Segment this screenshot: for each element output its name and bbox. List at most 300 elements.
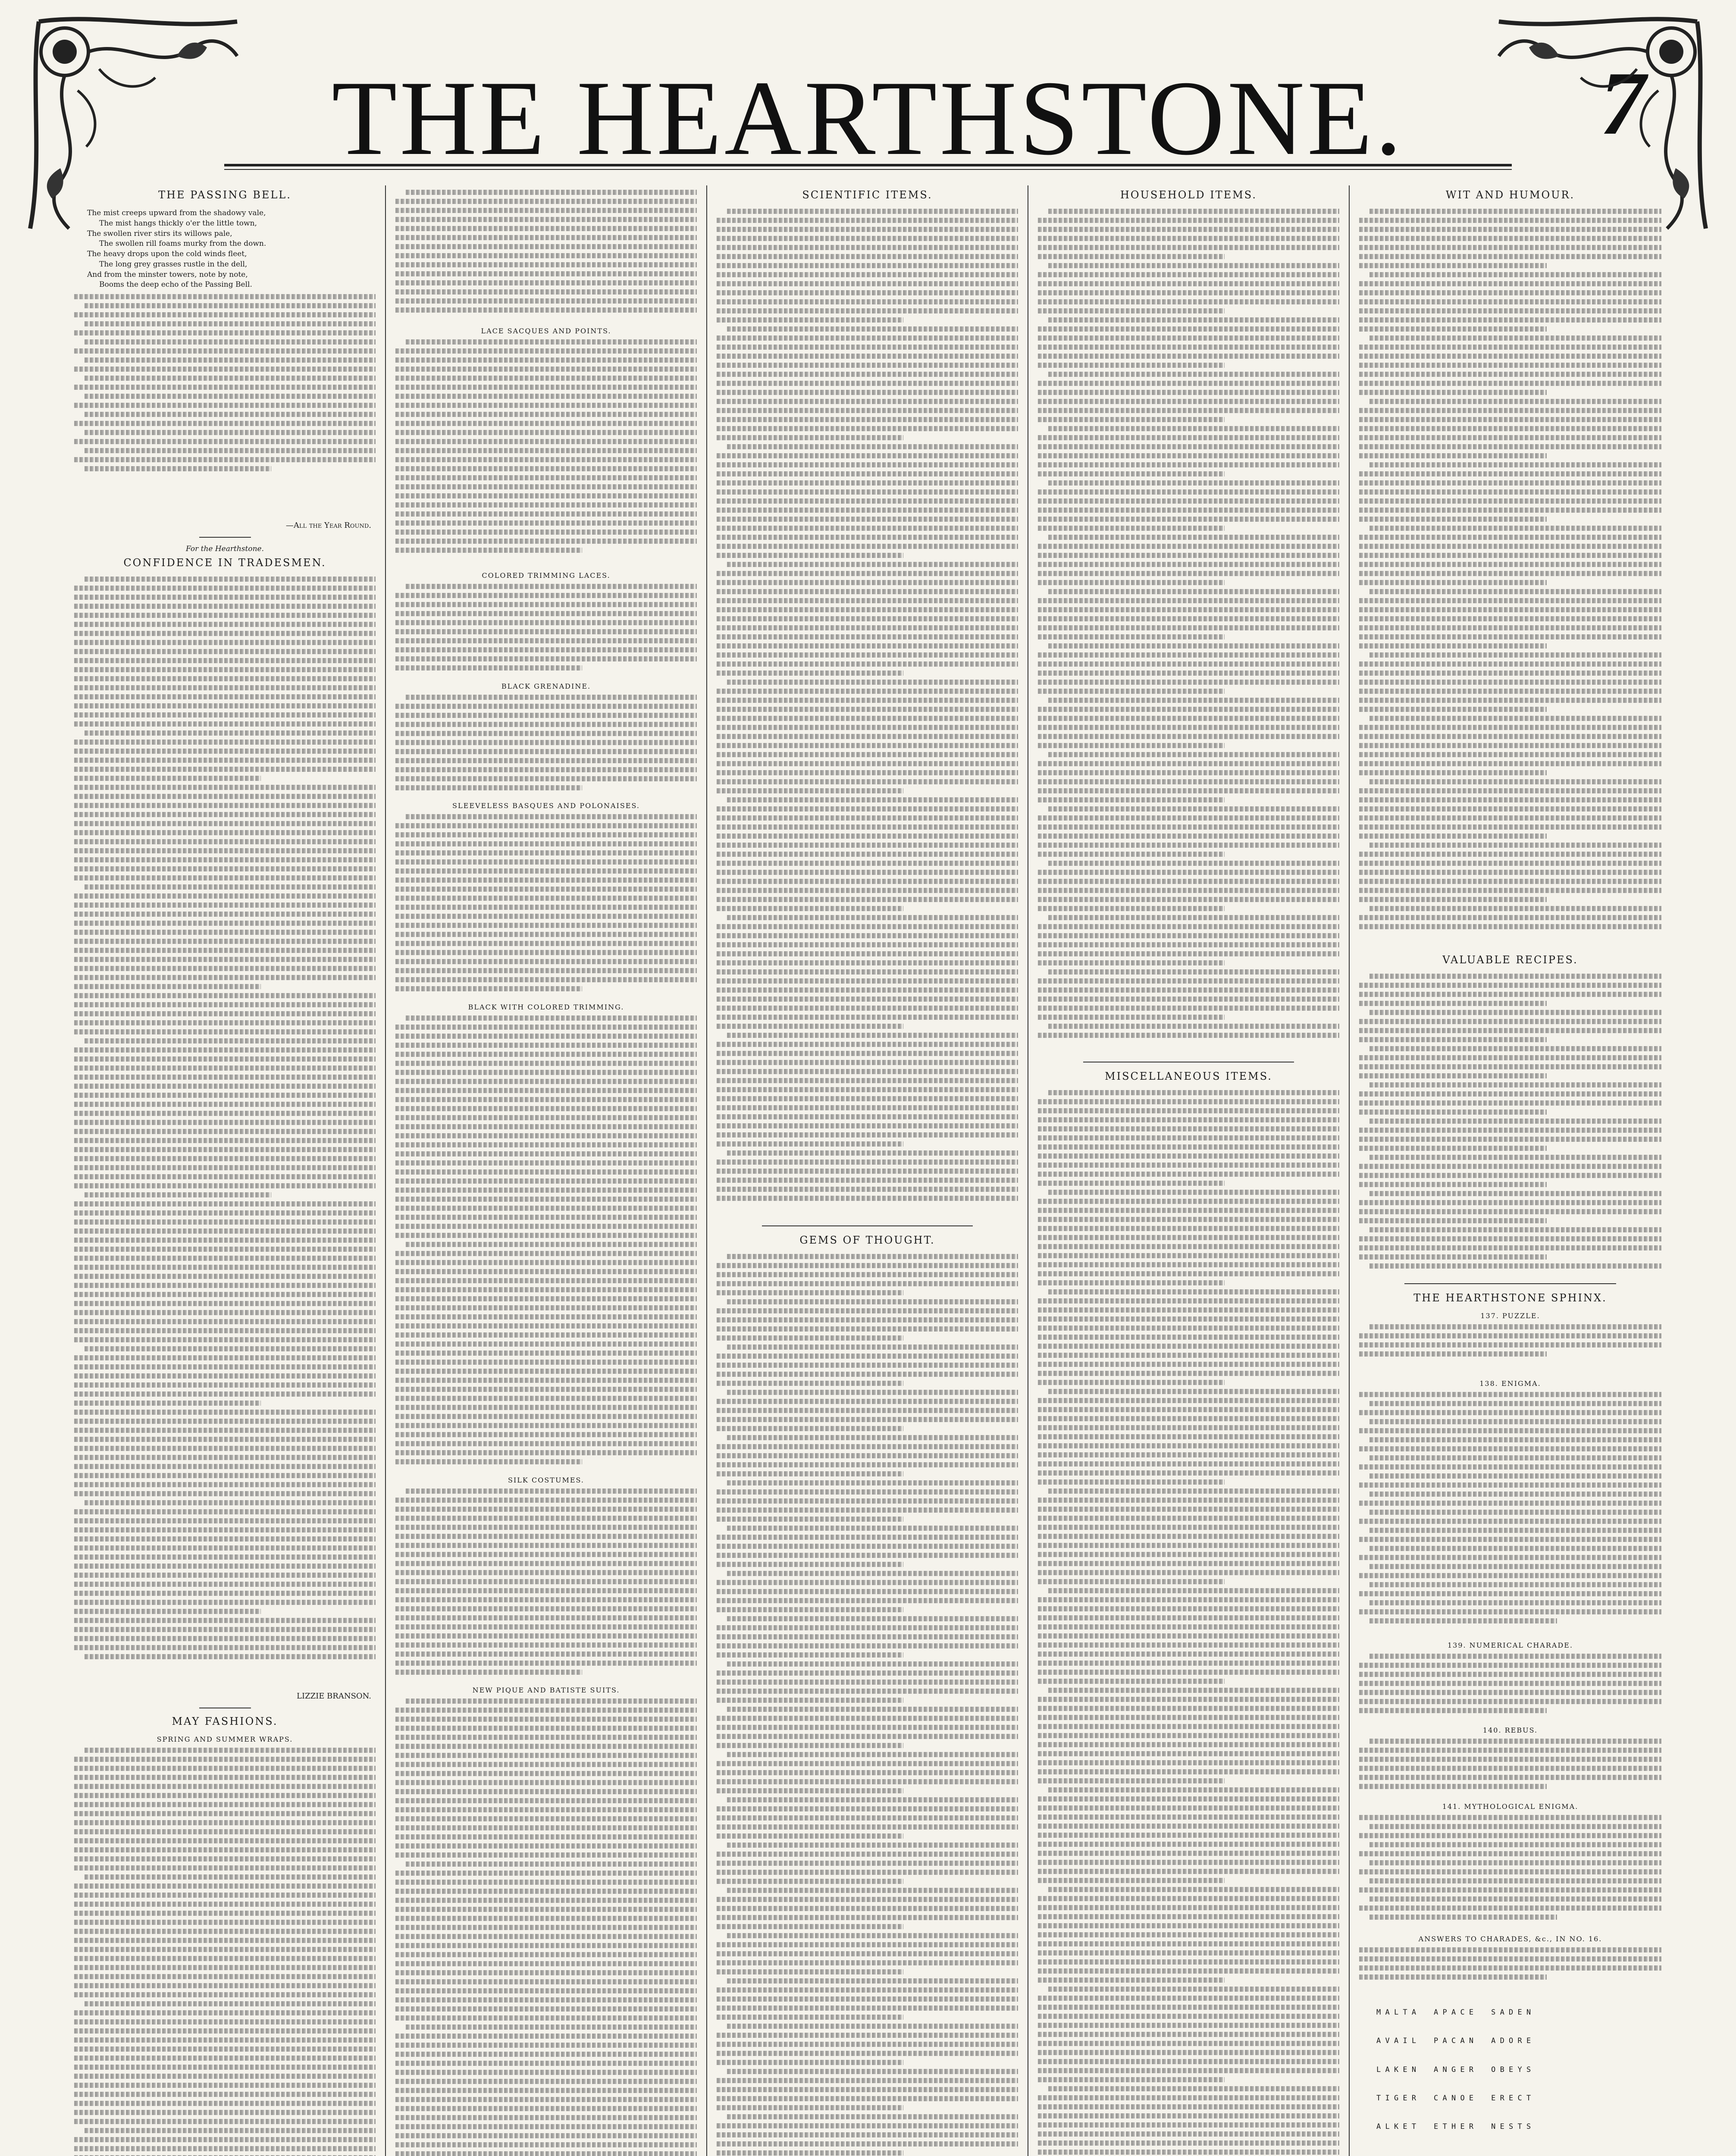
headline-miscellaneous-items: MISCELLANEOUS ITEMS. bbox=[1105, 1070, 1272, 1082]
text-line bbox=[717, 1589, 1018, 1594]
text-line bbox=[74, 1536, 376, 1542]
text-line bbox=[74, 1929, 376, 1934]
text-line bbox=[1359, 1905, 1661, 1911]
text-line bbox=[395, 1534, 697, 1539]
text-line bbox=[74, 294, 376, 299]
text-line bbox=[1038, 1624, 1339, 1630]
text-line bbox=[1048, 1289, 1339, 1294]
text-line bbox=[395, 2133, 697, 2138]
text-line bbox=[1048, 915, 1339, 920]
text-line bbox=[717, 1042, 1018, 1047]
grid-row: A V A I L P A C A N A D O R E bbox=[1376, 2037, 1531, 2046]
text-line bbox=[395, 2052, 697, 2057]
text-line bbox=[74, 2028, 376, 2034]
text-line bbox=[1048, 698, 1339, 703]
text-line bbox=[1038, 1099, 1339, 1104]
subhead-black-grenadine: BLACK GRENADINE. bbox=[501, 682, 591, 690]
text-line bbox=[727, 1435, 1018, 1440]
text-line bbox=[727, 1978, 1018, 1984]
text-line bbox=[717, 1852, 1018, 1857]
text-line bbox=[74, 1920, 376, 1925]
text-line bbox=[1038, 1479, 1225, 1485]
text-line bbox=[395, 2070, 697, 2075]
text-line bbox=[74, 1410, 376, 1415]
text-line bbox=[1369, 974, 1661, 979]
text-line bbox=[717, 1652, 903, 1658]
text-line bbox=[717, 906, 903, 911]
text-line bbox=[1038, 1108, 1339, 1113]
text-line bbox=[717, 1489, 1018, 1495]
text-line bbox=[1359, 1055, 1661, 1060]
text-line bbox=[1038, 661, 1339, 667]
text-line bbox=[74, 1256, 376, 1261]
text-line bbox=[717, 1625, 1018, 1630]
text-line bbox=[74, 1129, 376, 1134]
text-line bbox=[1359, 707, 1547, 712]
text-line bbox=[717, 1096, 1018, 1101]
text-line bbox=[1369, 1119, 1661, 1124]
text-line bbox=[1038, 1905, 1339, 1910]
text-line bbox=[395, 1588, 697, 1593]
text-line bbox=[717, 1471, 903, 1476]
text-line bbox=[1359, 1333, 1661, 1338]
grid-row: T I G E R C A N O E E R E C T bbox=[1376, 2094, 1531, 2103]
section-text bbox=[1038, 209, 1339, 1054]
text-line bbox=[1359, 281, 1661, 286]
text-line bbox=[717, 1078, 1018, 1083]
text-line bbox=[74, 1464, 376, 1469]
text-line bbox=[74, 1829, 376, 1834]
poem-line: The heavy drops upon the cold winds fleet, bbox=[87, 250, 247, 258]
text-line bbox=[717, 1462, 1018, 1467]
text-line bbox=[717, 2006, 1018, 2011]
text-line bbox=[717, 1363, 1018, 1368]
text-line bbox=[74, 939, 376, 944]
text-line bbox=[1359, 1019, 1661, 1024]
text-line bbox=[1369, 209, 1661, 214]
text-line bbox=[74, 2019, 376, 2024]
column-2 bbox=[386, 185, 707, 2156]
text-line bbox=[395, 1798, 697, 1803]
text-line bbox=[1359, 1064, 1661, 1069]
text-line bbox=[1359, 227, 1661, 232]
text-line bbox=[74, 640, 376, 645]
text-line bbox=[74, 703, 376, 708]
text-line bbox=[717, 1141, 903, 1147]
column-4 bbox=[1028, 185, 1350, 2156]
text-line bbox=[717, 2132, 1018, 2137]
text-line bbox=[717, 345, 1018, 350]
column-1 bbox=[65, 185, 386, 2156]
text-line bbox=[1038, 942, 1339, 947]
text-line bbox=[1048, 1024, 1339, 1029]
text-line bbox=[1359, 689, 1661, 694]
text-line bbox=[74, 367, 376, 372]
text-line bbox=[395, 1332, 697, 1338]
text-line bbox=[717, 1372, 1018, 1377]
text-line bbox=[1048, 209, 1339, 214]
puzzle-138-title: 138. ENIGMA. bbox=[1479, 1379, 1541, 1388]
text-line bbox=[717, 1263, 1018, 1268]
text-line bbox=[1038, 1126, 1339, 1131]
text-line bbox=[395, 1898, 697, 1903]
text-line bbox=[1038, 797, 1225, 802]
text-line bbox=[717, 308, 1018, 313]
text-line bbox=[717, 1544, 1018, 1549]
text-line bbox=[717, 489, 1018, 495]
text-line bbox=[717, 1159, 1018, 1165]
text-line bbox=[1038, 2104, 1339, 2109]
text-line bbox=[717, 1498, 1018, 1504]
text-line bbox=[395, 1498, 697, 1503]
text-line bbox=[1359, 1446, 1661, 1451]
text-line bbox=[74, 1247, 376, 1252]
text-line bbox=[395, 932, 697, 937]
text-line bbox=[406, 1015, 697, 1021]
text-line bbox=[1038, 1778, 1225, 1783]
text-line bbox=[1048, 317, 1339, 323]
text-line bbox=[1038, 2050, 1339, 2055]
puzzle-139-title: 139. NUMERICAL CHARADE. bbox=[1447, 1641, 1573, 1649]
text-line bbox=[1048, 752, 1339, 757]
text-line bbox=[74, 2137, 376, 2142]
text-line bbox=[395, 520, 697, 526]
text-line bbox=[717, 1169, 1018, 1174]
text-line bbox=[74, 1446, 376, 1451]
text-line bbox=[1038, 498, 1339, 504]
text-line bbox=[74, 957, 376, 962]
text-line bbox=[717, 227, 1018, 232]
text-line bbox=[395, 530, 697, 535]
text-line bbox=[1359, 1236, 1661, 1241]
poem-body-text bbox=[74, 294, 376, 518]
text-line bbox=[717, 453, 1018, 458]
text-line bbox=[395, 1106, 697, 1111]
text-line bbox=[717, 824, 1018, 830]
text-line bbox=[74, 1775, 376, 1780]
text-line bbox=[395, 841, 697, 846]
text-line bbox=[74, 1582, 376, 1587]
text-line bbox=[1359, 1200, 1661, 1205]
text-line bbox=[74, 2037, 376, 2043]
text-line bbox=[717, 1069, 1018, 1074]
text-line bbox=[395, 2079, 697, 2084]
text-line bbox=[717, 969, 1018, 975]
for-hearthstone-line: For the Hearthstone. bbox=[185, 545, 264, 553]
text-line bbox=[727, 680, 1018, 685]
text-line bbox=[74, 2092, 376, 2097]
text-line bbox=[1359, 815, 1661, 821]
text-line bbox=[74, 2119, 376, 2124]
text-line bbox=[74, 1793, 376, 1798]
text-line bbox=[1359, 698, 1661, 703]
text-line bbox=[395, 548, 582, 553]
text-line bbox=[717, 661, 1018, 667]
divider bbox=[199, 537, 251, 538]
text-line bbox=[717, 1123, 1018, 1128]
text-line bbox=[74, 1238, 376, 1243]
text-line bbox=[1369, 1915, 1557, 1920]
text-line bbox=[1359, 834, 1547, 839]
text-line bbox=[1359, 508, 1661, 513]
text-line bbox=[1359, 363, 1661, 368]
puzzle-141-title: 141. MYTHOLOGICAL ENIGMA. bbox=[1442, 1802, 1579, 1811]
text-line bbox=[1038, 435, 1339, 440]
text-line bbox=[1038, 2032, 1339, 2037]
text-line bbox=[395, 593, 697, 598]
text-line bbox=[395, 2142, 697, 2147]
text-line bbox=[74, 866, 376, 871]
text-line bbox=[1359, 1663, 1661, 1668]
text-line bbox=[717, 652, 1018, 658]
text-line bbox=[395, 1432, 697, 1437]
text-line bbox=[717, 1006, 1018, 1011]
text-line bbox=[395, 896, 697, 901]
text-line bbox=[395, 1661, 697, 1666]
text-line bbox=[717, 815, 1018, 821]
text-line bbox=[1369, 272, 1661, 277]
text-line bbox=[717, 598, 1018, 603]
text-line bbox=[74, 839, 376, 844]
text-line bbox=[1038, 1977, 1225, 1983]
text-line bbox=[395, 226, 697, 231]
text-line bbox=[1038, 1706, 1339, 1711]
text-line bbox=[1038, 381, 1339, 386]
article-columns bbox=[65, 185, 1671, 2156]
text-line bbox=[1038, 987, 1339, 993]
text-line bbox=[1359, 1690, 1661, 1695]
page-number: 7 bbox=[1600, 53, 1645, 154]
text-line bbox=[717, 372, 1018, 377]
text-line bbox=[1038, 725, 1339, 730]
text-line bbox=[717, 1643, 1018, 1648]
text-line bbox=[85, 577, 376, 582]
text-line bbox=[1038, 1434, 1339, 1439]
text-line bbox=[395, 493, 697, 498]
text-line bbox=[74, 975, 376, 980]
text-line bbox=[717, 1870, 1018, 1875]
text-line bbox=[74, 803, 376, 808]
text-line bbox=[1038, 1606, 1339, 1611]
text-line bbox=[1359, 1173, 1661, 1178]
masthead-rule-thin bbox=[224, 169, 1512, 170]
text-line bbox=[717, 1734, 1018, 1739]
headline-confidence: CONFIDENCE IN TRADESMEN. bbox=[123, 557, 326, 569]
masthead bbox=[60, 26, 1676, 177]
text-line bbox=[395, 638, 697, 643]
text-line bbox=[395, 448, 697, 453]
text-line bbox=[717, 571, 1018, 576]
text-line bbox=[1038, 354, 1339, 359]
text-line bbox=[74, 812, 376, 817]
text-line bbox=[717, 2033, 1018, 2038]
text-line bbox=[395, 2106, 697, 2111]
text-line bbox=[1038, 399, 1339, 404]
text-line bbox=[395, 2006, 697, 2012]
text-line bbox=[1038, 1262, 1339, 1267]
text-line bbox=[1038, 997, 1339, 1002]
text-line bbox=[395, 298, 697, 304]
section-text bbox=[395, 695, 697, 794]
text-line bbox=[85, 1874, 376, 1880]
text-line bbox=[717, 1924, 903, 1929]
text-line bbox=[74, 1401, 261, 1406]
text-line bbox=[717, 417, 1018, 422]
text-line bbox=[1359, 680, 1661, 685]
text-line bbox=[1369, 1082, 1661, 1087]
headline-scientific-items: SCIENTIFIC ITEMS. bbox=[802, 189, 933, 201]
text-line bbox=[395, 1889, 697, 1894]
text-line bbox=[74, 1983, 376, 1988]
text-line bbox=[1038, 1416, 1339, 1421]
text-line bbox=[395, 1405, 697, 1410]
text-line bbox=[717, 1689, 1018, 1694]
text-line bbox=[85, 2001, 376, 2006]
text-line bbox=[1359, 1784, 1547, 1789]
text-line bbox=[1369, 1419, 1661, 1424]
text-line bbox=[395, 1079, 697, 1084]
text-line bbox=[1048, 589, 1339, 594]
text-line bbox=[395, 1615, 697, 1620]
text-line bbox=[717, 381, 1018, 386]
text-line bbox=[74, 1310, 376, 1315]
text-line bbox=[74, 1084, 376, 1089]
text-line bbox=[1048, 861, 1339, 866]
text-line bbox=[74, 2010, 376, 2015]
text-line bbox=[1048, 1190, 1339, 1195]
text-line bbox=[395, 1880, 697, 1885]
text-line bbox=[717, 1290, 903, 1295]
text-line bbox=[717, 526, 1018, 531]
text-line bbox=[1359, 218, 1661, 223]
article-signature: LIZZIE BRANSON. bbox=[297, 1692, 371, 1701]
text-line bbox=[1359, 1708, 1547, 1713]
text-line bbox=[395, 1423, 697, 1428]
text-line bbox=[74, 1591, 376, 1596]
text-line bbox=[74, 1554, 376, 1560]
text-line bbox=[1359, 1869, 1661, 1874]
text-line bbox=[1038, 2150, 1339, 2155]
text-line bbox=[74, 1627, 376, 1632]
text-line bbox=[717, 734, 1018, 739]
text-line bbox=[717, 716, 1018, 721]
text-line bbox=[717, 1517, 903, 1522]
text-line bbox=[1359, 1757, 1661, 1762]
text-line bbox=[1359, 879, 1661, 884]
text-line bbox=[1038, 734, 1339, 739]
text-line bbox=[395, 199, 697, 204]
text-line bbox=[74, 848, 376, 853]
text-line bbox=[717, 942, 1018, 947]
text-line bbox=[1038, 408, 1339, 413]
text-line bbox=[717, 1105, 1018, 1110]
text-line bbox=[717, 272, 1018, 277]
text-line bbox=[74, 1437, 376, 1442]
text-line bbox=[717, 1308, 1018, 1313]
text-line bbox=[395, 1651, 697, 1657]
text-line bbox=[1038, 1860, 1339, 1865]
text-line bbox=[717, 870, 1018, 875]
poem-line: And from the minster towers, note by note, bbox=[87, 270, 248, 279]
text-line bbox=[74, 1174, 376, 1179]
text-line bbox=[74, 1428, 376, 1433]
text-line bbox=[395, 758, 697, 763]
text-line bbox=[717, 508, 1018, 513]
text-line bbox=[85, 448, 376, 453]
text-line bbox=[1359, 1815, 1661, 1820]
text-line bbox=[1038, 1651, 1339, 1657]
text-line bbox=[1038, 1144, 1339, 1150]
puzzle-137-title: 137. PUZZLE. bbox=[1480, 1312, 1540, 1320]
text-line bbox=[717, 354, 1018, 359]
text-line bbox=[1038, 1996, 1339, 2001]
text-line bbox=[1369, 1191, 1661, 1196]
text-line bbox=[74, 694, 376, 699]
text-line bbox=[717, 1951, 1018, 1956]
text-line bbox=[1038, 815, 1339, 821]
text-line bbox=[1038, 281, 1339, 286]
text-line bbox=[74, 1138, 376, 1143]
subhead-silk-costumes: SILK COSTUMES. bbox=[508, 1476, 584, 1484]
text-line bbox=[1038, 1796, 1339, 1802]
text-line bbox=[1038, 978, 1339, 984]
text-line bbox=[395, 950, 697, 955]
text-line bbox=[1038, 652, 1339, 658]
text-line bbox=[1369, 1155, 1661, 1160]
text-line bbox=[395, 1907, 697, 1912]
text-line bbox=[1359, 743, 1661, 748]
text-line bbox=[395, 1997, 697, 2002]
text-line bbox=[1359, 1555, 1661, 1560]
text-line bbox=[74, 330, 376, 335]
text-line bbox=[74, 595, 376, 600]
text-line bbox=[395, 611, 697, 616]
text-line bbox=[74, 740, 376, 745]
text-line bbox=[717, 1354, 1018, 1359]
text-line bbox=[727, 1299, 1018, 1304]
text-line bbox=[74, 1784, 376, 1789]
text-line bbox=[395, 923, 697, 928]
text-line bbox=[74, 1147, 376, 1152]
text-line bbox=[74, 1328, 376, 1333]
text-line bbox=[395, 1151, 697, 1156]
text-line bbox=[395, 1251, 697, 1256]
text-line bbox=[395, 1124, 697, 1129]
text-line bbox=[395, 1169, 697, 1175]
text-line bbox=[85, 1500, 376, 1505]
text-line bbox=[74, 1011, 376, 1016]
text-line bbox=[395, 704, 697, 709]
text-line bbox=[717, 335, 1018, 341]
text-line bbox=[85, 430, 376, 435]
text-line bbox=[717, 643, 1018, 649]
text-line bbox=[395, 1197, 697, 1202]
text-line bbox=[395, 620, 697, 625]
text-line bbox=[74, 676, 376, 681]
text-line bbox=[74, 1047, 376, 1053]
text-line bbox=[74, 1020, 376, 1025]
text-line bbox=[727, 1797, 1018, 1802]
text-line bbox=[727, 444, 1018, 449]
text-line bbox=[395, 2061, 697, 2066]
text-line bbox=[717, 1725, 1018, 1730]
text-line bbox=[1038, 1552, 1339, 1557]
text-line bbox=[717, 1879, 903, 1884]
text-line bbox=[395, 656, 697, 661]
section-text bbox=[395, 814, 697, 995]
text-line bbox=[395, 1142, 697, 1147]
column-5 bbox=[1350, 185, 1671, 2156]
